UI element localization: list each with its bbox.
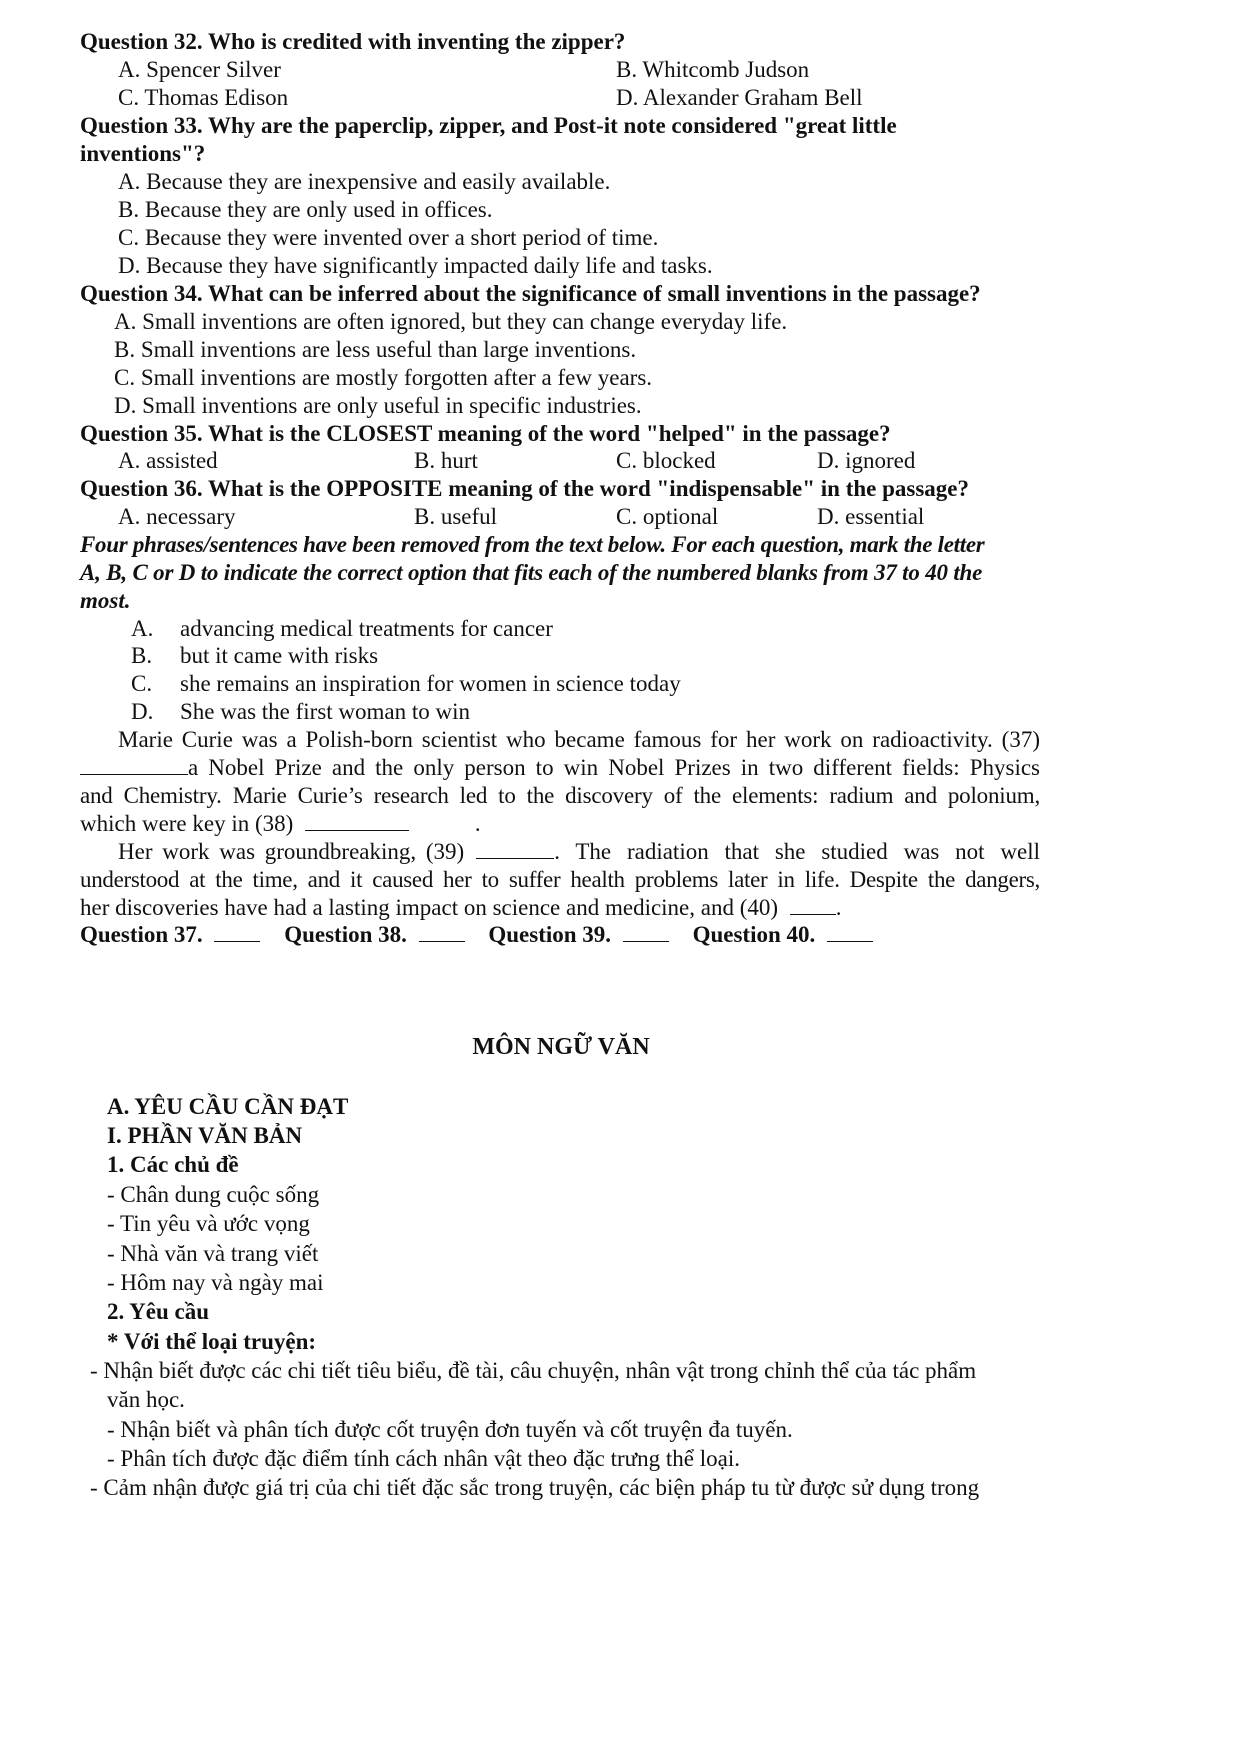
section-title: MÔN NGỮ VĂN: [472, 1034, 650, 1060]
passage-p1-line-4-text: which were key in (38): [80, 811, 294, 836]
heading-i: I. PHẦN VĂN BẢN: [107, 1123, 303, 1148]
q32-option-b: B. Whitcomb Judson: [616, 57, 810, 82]
subheading-requirements: 2. Yêu cầu: [107, 1299, 210, 1324]
topic-item: - Tin yêu và ước vọng: [107, 1211, 310, 1236]
passage-p2-line-3-end: .: [835, 895, 842, 920]
passage-p1-line-3: and Chemistry. Marie Curie’s research led to the discovery of the elements: radium and polonium,: [80, 783, 1040, 808]
topic-item: - Nhà văn và trang viết: [107, 1241, 319, 1266]
option-letter-d: D.: [131, 699, 154, 724]
requirement-2: - Nhận biết và phân tích được cốt truyện đơn tuyến và cốt truyện đa tuyến.: [107, 1417, 793, 1442]
answer-label-38: Question 38.: [284, 922, 407, 947]
blank-38[interactable]: [305, 810, 409, 831]
question-33: Question 33. Why are the paperclip, zipper, and Post-it note considered "great little: [80, 113, 897, 138]
blank-39[interactable]: [476, 838, 554, 859]
q35-option-d: D. ignored: [817, 448, 916, 473]
q32-option-c: C. Thomas Edison: [118, 85, 289, 110]
answer-blank-40[interactable]: [827, 921, 873, 942]
option-letter-c: C.: [131, 671, 153, 696]
q33-option-c: C. Because they were invented over a short period of time.: [118, 225, 659, 250]
q35-option-b: B. hurt: [414, 448, 478, 473]
q34-option-a: A. Small inventions are often ignored, but they can change everyday life.: [114, 309, 788, 334]
blank-40[interactable]: [790, 894, 836, 915]
requirement-1: - Nhận biết được các chi tiết tiêu biểu, đề tài, câu chuyện, nhân vật trong chỉnh thể của tác phẩm: [90, 1358, 977, 1383]
answer-blank-37[interactable]: [214, 921, 260, 942]
passage-p1-line-2: [80, 754, 1040, 782]
passage-p2-line-1: [118, 838, 1040, 866]
requirement-1-cont: văn học.: [107, 1387, 185, 1412]
instructions-line-3: most.: [80, 588, 131, 613]
answer-label-37: Question 37.: [80, 922, 203, 947]
genre-heading: * Với thể loại truyện:: [107, 1329, 317, 1354]
q36-option-c: C. optional: [616, 504, 719, 529]
passage-p1-line-2-text: a Nobel Prize and the only person to win Nobel Prizes in two different fields: Physics: [188, 755, 1040, 780]
passage-p2-line-2: understood at the time, and it caused her to suffer health problems later in life. Despite the dangers,: [80, 867, 1040, 892]
answer-label-39: Question 39.: [488, 922, 612, 947]
q35-option-c: C. blocked: [616, 448, 716, 473]
subheading-topics: 1. Các chủ đề: [107, 1152, 239, 1177]
passage-p1-line-4: [80, 810, 481, 838]
topic-item: - Chân dung cuộc sống: [107, 1182, 320, 1207]
option-letter-b: B.: [131, 643, 153, 668]
blank-37[interactable]: [80, 754, 188, 775]
q33-option-d: D. Because they have significantly impacted daily life and tasks.: [118, 253, 713, 278]
q36-option-b: B. useful: [414, 504, 498, 529]
question-35: Question 35. What is the CLOSEST meaning of the word "helped" in the passage?: [80, 421, 891, 446]
q34-option-b: B. Small inventions are less useful than large inventions.: [114, 337, 637, 362]
q36-option-d: D. essential: [817, 504, 925, 529]
q36-option-a: A. necessary: [118, 504, 236, 529]
passage-p1-line-4-end: .: [474, 811, 481, 836]
q35-option-a: A. assisted: [118, 448, 218, 473]
answer-row: [80, 921, 873, 949]
answer-blank-38[interactable]: [419, 921, 465, 942]
requirement-4: - Cảm nhận được giá trị của chi tiết đặc sắc trong truyện, các biện pháp tu từ được sử dụng trong: [90, 1475, 980, 1500]
q34-option-c: C. Small inventions are mostly forgotten after a few years.: [114, 365, 653, 390]
requirement-3: - Phân tích được đặc điểm tính cách nhân vật theo đặc trưng thể loại.: [107, 1446, 740, 1471]
option-letter-a: A.: [131, 616, 154, 641]
option-text-a: advancing medical treatments for cancer: [180, 616, 553, 641]
q32-option-d: D. Alexander Graham Bell: [616, 85, 863, 110]
q33-option-a: A. Because they are inexpensive and easily available.: [118, 169, 611, 194]
passage-p2-line-3: [80, 894, 842, 922]
option-text-b: but it came with risks: [180, 643, 379, 668]
question-33-cont: inventions"?: [80, 141, 206, 166]
q33-option-b: B. Because they are only used in offices.: [118, 197, 493, 222]
instructions-line-1: Four phrases/sentences have been removed from the text below. For each question, mark the letter: [80, 532, 985, 557]
passage-p2-line-1a: Her work was groundbreaking, (39): [118, 839, 465, 864]
passage-p1-line-1: Marie Curie was a Polish-born scientist who became famous for her work on radioactivity. (37): [118, 727, 1040, 752]
option-text-d: She was the first woman to win: [180, 699, 471, 724]
heading-a: A. YÊU CẦU CẦN ĐẠT: [107, 1094, 349, 1119]
question-34: Question 34. What can be inferred about the significance of small inventions in the passage?: [80, 281, 981, 306]
question-32: Question 32. Who is credited with inventing the zipper?: [80, 29, 626, 54]
question-36: Question 36. What is the OPPOSITE meaning of the word "indispensable" in the passage?: [80, 476, 970, 501]
option-text-c: she remains an inspiration for women in science today: [180, 671, 681, 696]
answer-label-40: Question 40.: [692, 922, 816, 947]
instructions-line-2: A, B, C or D to indicate the correct option that fits each of the numbered blanks from 37 to 40 the: [80, 560, 983, 585]
q32-option-a: A. Spencer Silver: [118, 57, 281, 82]
passage-p2-line-1b: . The radiation that she studied was not well: [554, 839, 1040, 864]
passage-p2-line-3-text: her discoveries have had a lasting impact on science and medicine, and (40): [80, 895, 779, 920]
answer-blank-39[interactable]: [623, 921, 669, 942]
topic-item: - Hôm nay và ngày mai: [107, 1270, 324, 1295]
q34-option-d: D. Small inventions are only useful in specific industries.: [114, 393, 642, 418]
